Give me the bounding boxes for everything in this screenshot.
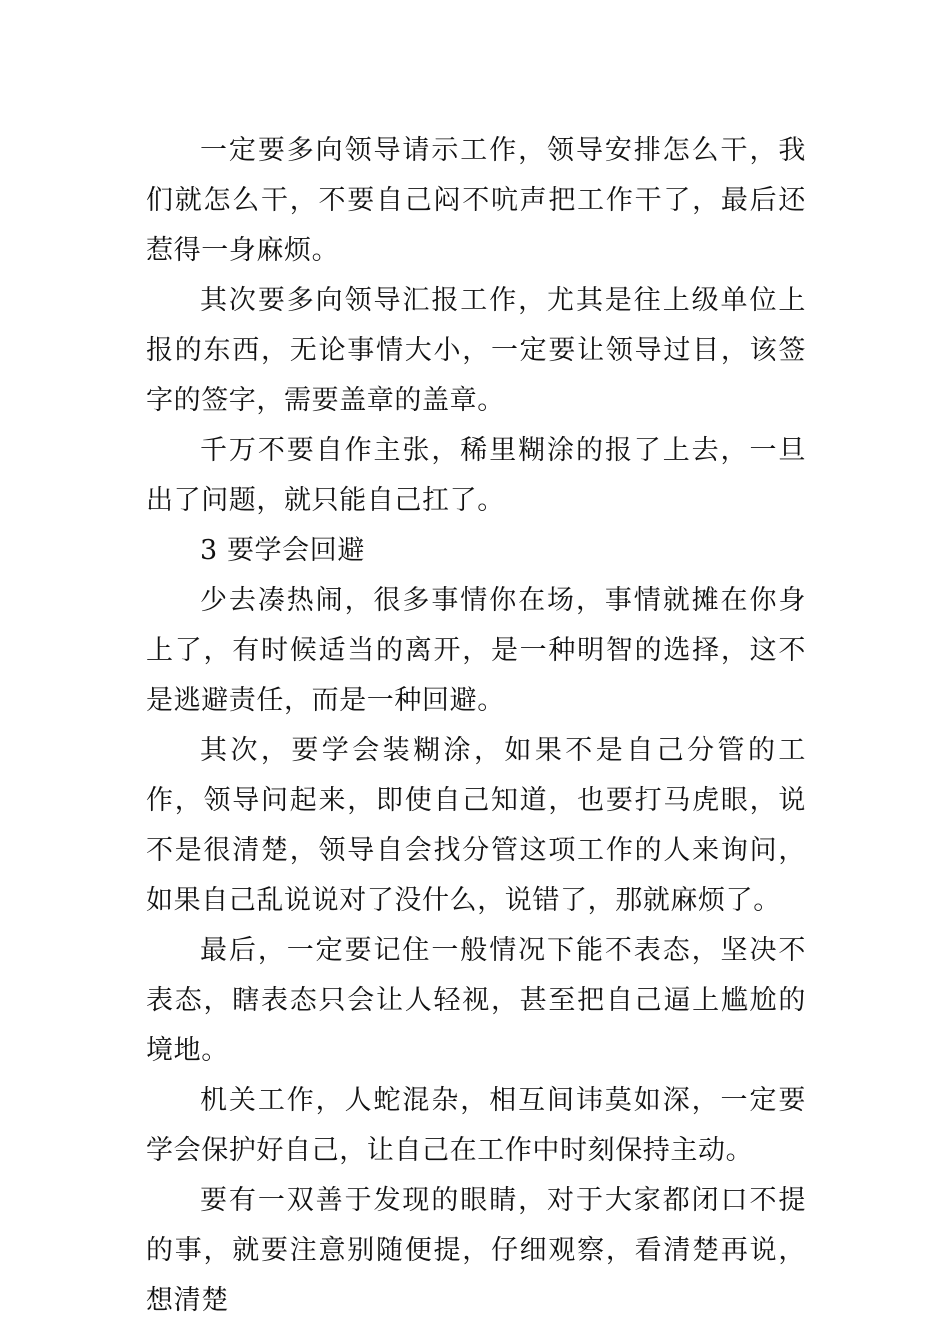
paragraph-6: 最后，一定要记住一般情况下能不表态，坚决不表态，瞎表态只会让人轻视，甚至把自己逼上尴尬的境地。 xyxy=(146,935,806,1066)
paragraph-4: 少去凑热闹，很多事情你在场，事情就摊在你身上了，有时候适当的离开，是一种明智的选择，这不是逃避责任，而是一种回避。 xyxy=(146,585,806,716)
paragraph-1: 一定要多向领导请示工作，领导安排怎么干，我们就怎么干，不要自己闷不吭声把工作干了，最后还惹得一身麻烦。 xyxy=(146,135,806,266)
paragraph-5: 其次，要学会装糊涂，如果不是自己分管的工作，领导问起来，即使自己知道，也要打马虎眼，说不是很清楚，领导自会找分管这项工作的人来询问，如果自己乱说说对了没什么，说错了，那就麻烦了。 xyxy=(146,735,806,916)
paragraph-8: 要有一双善于发现的眼睛，对于大家都闭口不提的事，就要注意别随便提，仔细观察，看清楚再说，想清楚 xyxy=(146,1185,806,1316)
document-body xyxy=(146,126,806,1326)
paragraph-7: 机关工作，人蛇混杂，相互间讳莫如深，一定要学会保护好自己，让自己在工作中时刻保持主动。 xyxy=(146,1085,806,1166)
section-heading: 3 要学会回避 xyxy=(200,535,365,566)
paragraph-3: 千万不要自作主张，稀里糊涂的报了上去，一旦出了问题，就只能自己扛了。 xyxy=(146,435,806,516)
paragraph-2: 其次要多向领导汇报工作，尤其是往上级单位上报的东西，无论事情大小，一定要让领导过目，该签字的签字，需要盖章的盖章。 xyxy=(146,285,806,416)
